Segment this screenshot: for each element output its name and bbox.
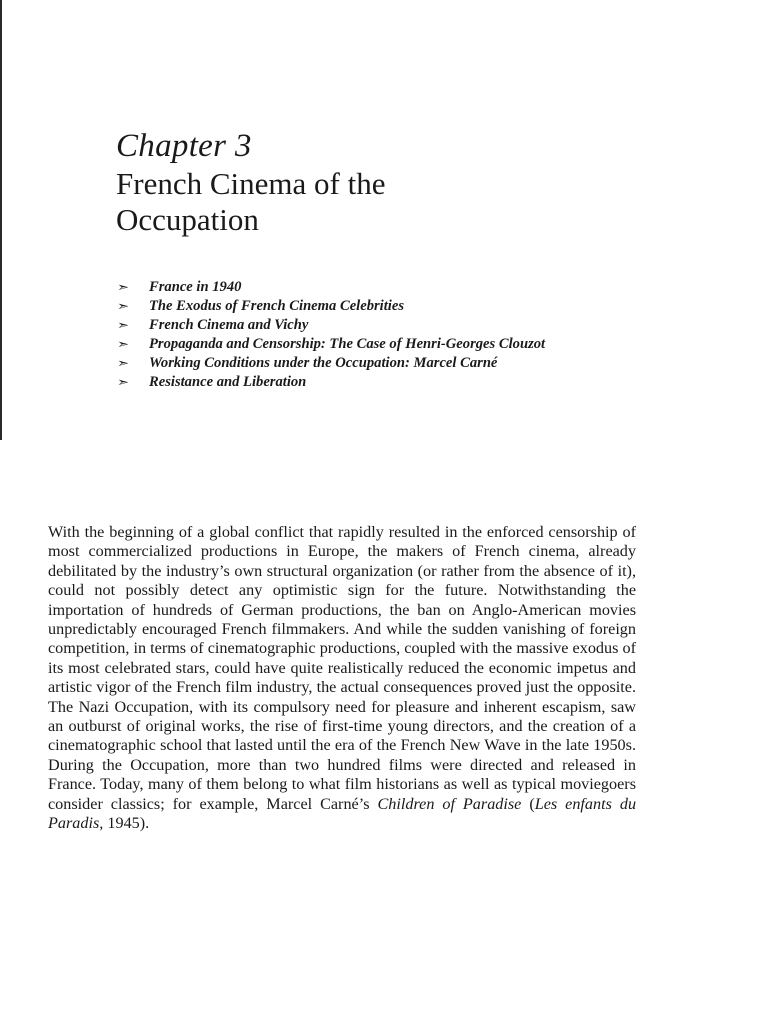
arrowhead-bullet-icon: ➣ [117, 337, 130, 351]
arrowhead-bullet-icon: ➣ [117, 280, 130, 294]
film-title-french: Les enfants du Paradis, [48, 794, 637, 833]
contents-item [117, 354, 617, 373]
contents-item-label: Working Conditions under the Occupation: Marcel Carné [149, 355, 498, 371]
contents-item [117, 335, 617, 354]
arrowhead-bullet-icon: ➣ [117, 375, 130, 389]
film-title-english: Children of Paradise [377, 794, 522, 813]
arrowhead-bullet-icon: ➣ [117, 356, 130, 370]
contents-item-label: Resistance and Liberation [149, 374, 307, 390]
contents-item-label: The Exodus of French Cinema Celebrities [149, 298, 404, 314]
release-year: 1945). [107, 814, 150, 833]
paren-open: ( [529, 794, 535, 813]
contents-item-label: French Cinema and Vichy [149, 317, 309, 333]
contents-item-label: Propaganda and Censorship: The Case of Henri-Georges Clouzot [149, 336, 546, 352]
chapter-label: Chapter 3 [116, 128, 252, 164]
chapter-title: French Cinema of the Occupation [116, 166, 386, 237]
chapter-contents-list [117, 278, 617, 392]
page-edge-line [0, 0, 2, 440]
arrowhead-bullet-icon: ➣ [117, 299, 130, 313]
contents-item [117, 297, 617, 316]
paragraph-text: With the beginning of a global conflict that rapidly resulted in the enforced censorship of most commercialized productions in Europe, the makers of French cinema, already debilitated by the industry’s own structural organization (or rather from the absence of it), could not possibly detect any optimistic sign for the future. Notwithstanding the importation of hundreds of German productions, the ban on Anglo-American movies unpredictably encouraged French filmmakers. And while the sudden vanishing of foreign competition, in terms of cinematographic productions, coupled with the massive exodus of its most celebrated stars, could have quite realistically reduced the economic impetus and artistic vigor of the French film industry, the actual consequences proved just the opposite. The Nazi Occupation, with its compulsory need for pleasure and inherent escapism, saw an outburst of original works, the rise of first-time young directors, and the creation of a cinematographic school that lasted until the era of the French New Wave in the late 1950s. During the Occupation, more than two hundred films were directed and released in France. Today, many of them belong to what film historians as well as typical moviegoers consider classics; for example, Marcel Carné’s [48, 523, 636, 813]
contents-item [117, 373, 617, 392]
arrowhead-bullet-icon: ➣ [117, 318, 130, 332]
contents-item-label: France in 1940 [149, 279, 242, 295]
contents-item [117, 278, 617, 297]
body-paragraph [48, 523, 636, 834]
contents-item [117, 316, 617, 335]
